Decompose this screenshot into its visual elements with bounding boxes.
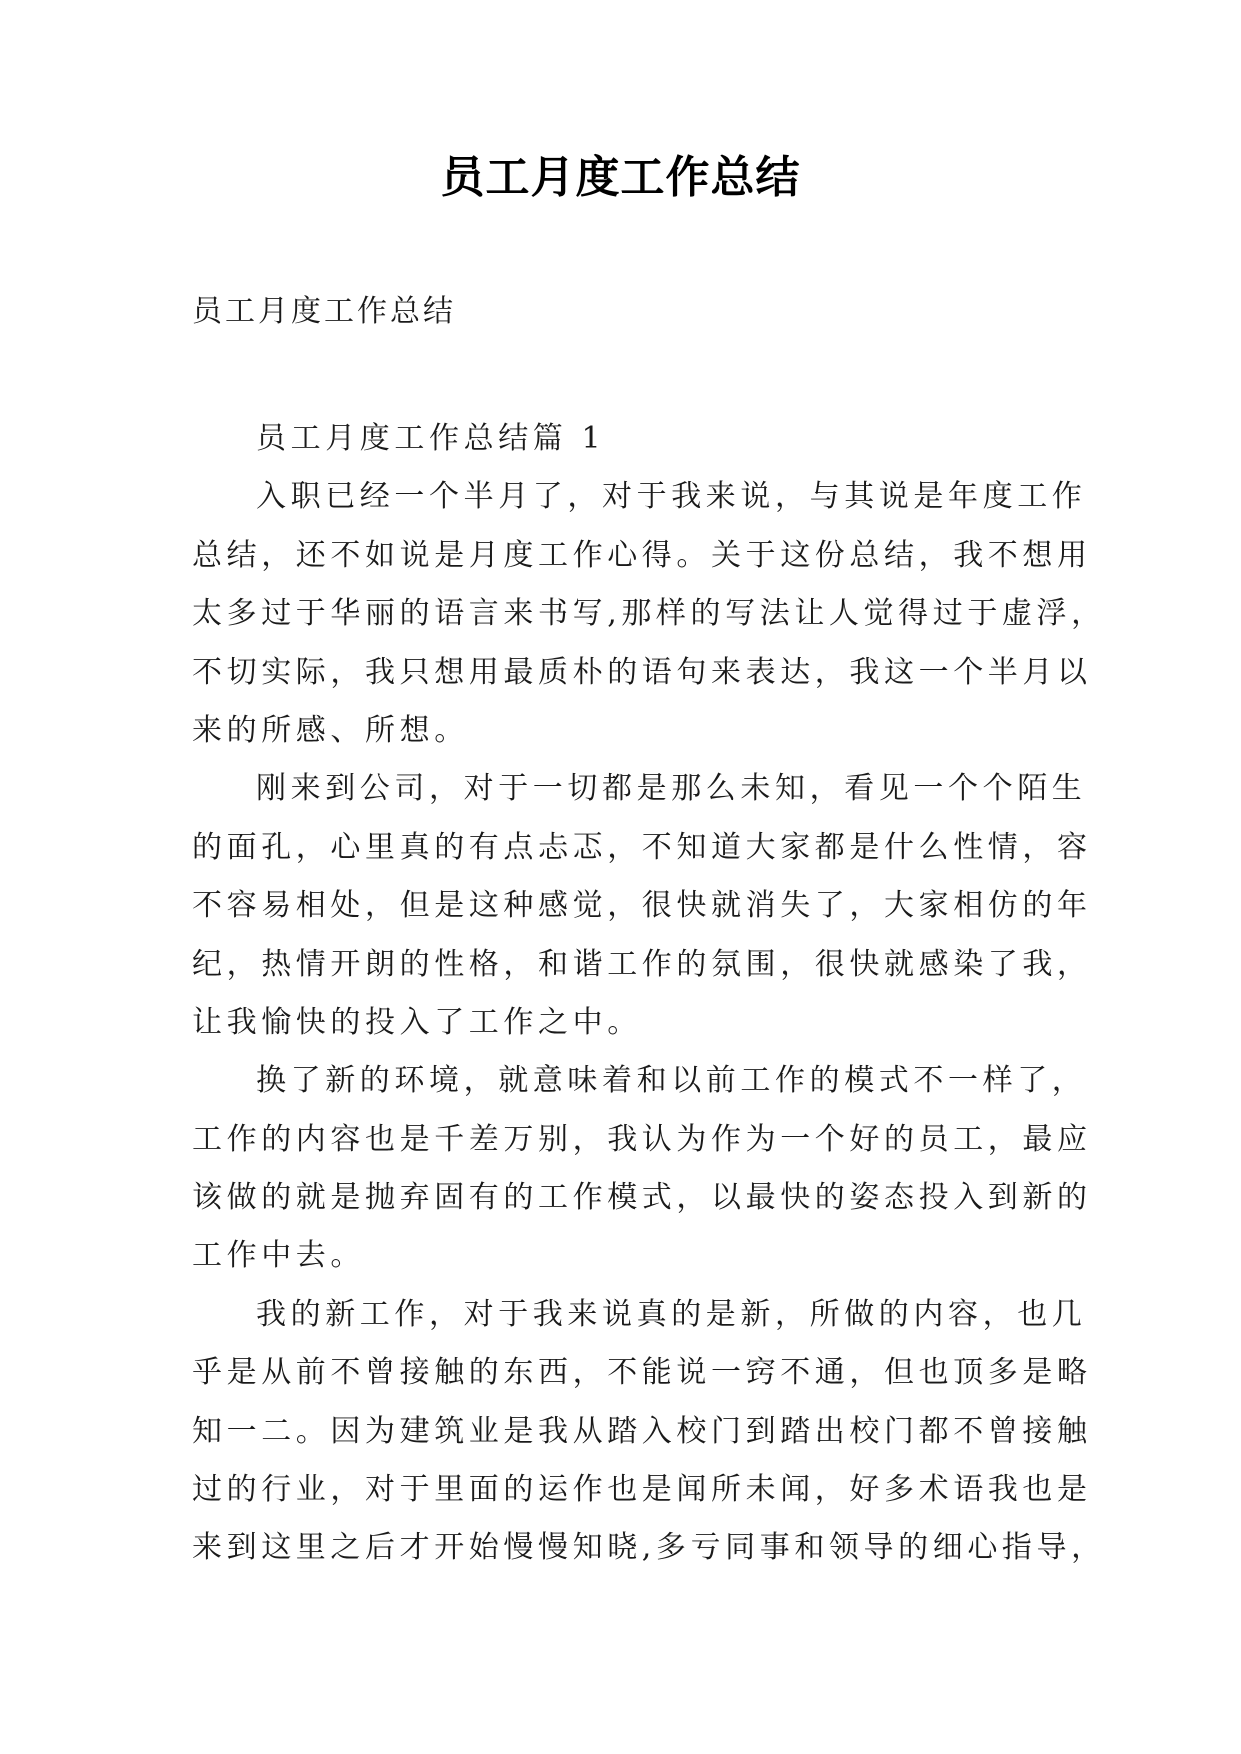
body-text-line: 入职已经一个半月了，对于我来说，与其说是年度工作 (256, 479, 1087, 515)
body-text-line: 我的新工作，对于我来说真的是新，所做的内容，也几 (256, 1296, 1087, 1332)
body-text-line: 纪，热情开朗的性格，和谐工作的氛围，很快就感染了我， (192, 946, 1092, 982)
document-body (192, 410, 1106, 1578)
body-text-line: 该做的就是抛弃固有的工作模式，以最快的姿态投入到新的 (192, 1180, 1092, 1216)
body-text-line: 来的所感、所想。 (192, 712, 469, 748)
body-text-line: 工作中去。 (192, 1238, 365, 1274)
body-text-line: 乎是从前不曾接触的东西，不能说一窍不通，但也顶多是略 (192, 1355, 1092, 1391)
body-text-line: 知一二。因为建筑业是我从踏入校门到踏出校门都不曾接触 (192, 1413, 1092, 1449)
document-title: 员工月度工作总结 (440, 152, 801, 203)
body-text-line: 的面孔，心里真的有点忐忑，不知道大家都是什么性情，容 (192, 829, 1092, 865)
body-text-line: 工作的内容也是千差万别，我认为作为一个好的员工，最应 (192, 1121, 1092, 1157)
body-text-line: 员工月度工作总结篇 1 (256, 421, 606, 456)
document-subtitle: 员工月度工作总结 (192, 294, 456, 329)
body-text-line: 让我愉快的投入了工作之中。 (192, 1004, 642, 1040)
body-text-line: 太多过于华丽的语言来书写,那样的写法让人觉得过于虚浮， (192, 596, 1106, 632)
body-text-line: 换了新的环境，就意味着和以前工作的模式不一样了， (256, 1063, 1087, 1099)
body-text-line: 刚来到公司，对于一切都是那么未知，看见一个个陌生 (256, 771, 1087, 807)
body-text-line: 来到这里之后才开始慢慢知晓,多亏同事和领导的细心指导， (192, 1530, 1106, 1566)
body-text-line: 不切实际，我只想用最质朴的语句来表达，我这一个半月以 (192, 654, 1092, 690)
body-text-line: 总结，还不如说是月度工作心得。关于这份总结，我不想用 (192, 537, 1092, 573)
body-text-line: 过的行业，对于里面的运作也是闻所未闻，好多术语我也是 (192, 1472, 1092, 1508)
body-text-line: 不容易相处，但是这种感觉，很快就消失了，大家相仿的年 (192, 888, 1092, 924)
